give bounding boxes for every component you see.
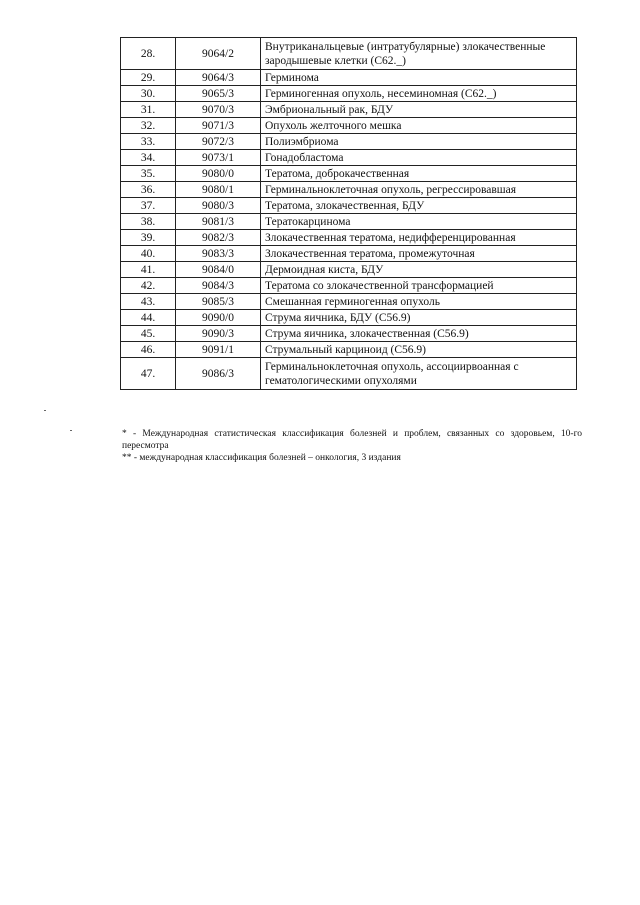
- row-number-cell: 45.: [121, 326, 176, 342]
- table-row: [121, 278, 577, 294]
- morphology-code-cell: 9072/3: [176, 134, 261, 150]
- table-row: [121, 166, 577, 182]
- scan-speck: [44, 410, 46, 411]
- tumor-name-cell: Струма яичника, БДУ (С56.9): [261, 310, 577, 326]
- table-row: [121, 214, 577, 230]
- tumor-name-cell: Тератокарцинома: [261, 214, 577, 230]
- table-row: [121, 118, 577, 134]
- morphology-code-cell: 9080/0: [176, 166, 261, 182]
- table-row: [121, 246, 577, 262]
- row-number-cell: 40.: [121, 246, 176, 262]
- tumor-name-cell: Злокачественная тератома, недифференцированная: [261, 230, 577, 246]
- table-row: [121, 86, 577, 102]
- table-row: [121, 38, 577, 70]
- morphology-code-cell: 9083/3: [176, 246, 261, 262]
- table-row: [121, 230, 577, 246]
- morphology-code-cell: 9080/3: [176, 198, 261, 214]
- morphology-code-cell: 9084/0: [176, 262, 261, 278]
- tumor-name-cell: Герминома: [261, 70, 577, 86]
- morphology-code-cell: 9065/3: [176, 86, 261, 102]
- row-number-cell: 43.: [121, 294, 176, 310]
- morphology-code-cell: 9090/3: [176, 326, 261, 342]
- morphology-code-cell: 9082/3: [176, 230, 261, 246]
- tumor-name-cell: Герминальноклеточная опухоль, регрессировавшая: [261, 182, 577, 198]
- row-number-cell: 31.: [121, 102, 176, 118]
- morphology-code-cell: 9086/3: [176, 358, 261, 390]
- tumor-name-cell: Тератома со злокачественной трансформацией: [261, 278, 577, 294]
- row-number-cell: 42.: [121, 278, 176, 294]
- row-number-cell: 34.: [121, 150, 176, 166]
- table-row: [121, 342, 577, 358]
- table-row: [121, 358, 577, 390]
- table-row: [121, 294, 577, 310]
- morphology-code-cell: 9085/3: [176, 294, 261, 310]
- row-number-cell: 30.: [121, 86, 176, 102]
- morphology-code-cell: 9064/3: [176, 70, 261, 86]
- row-number-cell: 32.: [121, 118, 176, 134]
- table-body: [121, 38, 577, 390]
- row-number-cell: 39.: [121, 230, 176, 246]
- tumor-name-cell: Тератома, доброкачественная: [261, 166, 577, 182]
- row-number-cell: 38.: [121, 214, 176, 230]
- row-number-cell: 46.: [121, 342, 176, 358]
- table-row: [121, 102, 577, 118]
- table-row: [121, 150, 577, 166]
- table-row: [121, 262, 577, 278]
- row-number-cell: 47.: [121, 358, 176, 390]
- tumor-name-cell: Эмбриональный рак, БДУ: [261, 102, 577, 118]
- table-row: [121, 182, 577, 198]
- tumor-name-cell: Опухоль желточного мешка: [261, 118, 577, 134]
- footnote-icdo3: ** - международная классификация болезней – онкология, 3 издания: [122, 453, 401, 463]
- morphology-code-cell: 9091/1: [176, 342, 261, 358]
- footnotes: [122, 428, 582, 464]
- row-number-cell: 28.: [121, 38, 176, 70]
- tumor-name-cell: Злокачественная тератома, промежуточная: [261, 246, 577, 262]
- morphology-codes-table: [120, 37, 577, 390]
- morphology-code-cell: 9081/3: [176, 214, 261, 230]
- row-number-cell: 36.: [121, 182, 176, 198]
- tumor-name-cell: Герминальноклеточная опухоль, ассоциирвоанная с гематологическими опухолями: [261, 358, 577, 390]
- footnote-icd10: * - Международная статистическая классификация болезней и проблем, связанных со здоровьем, 10-го пересмотра: [122, 429, 582, 451]
- row-number-cell: 29.: [121, 70, 176, 86]
- tumor-name-cell: Герминогенная опухоль, несеминомная (С62._): [261, 86, 577, 102]
- table-row: [121, 70, 577, 86]
- morphology-code-cell: 9064/2: [176, 38, 261, 70]
- tumor-name-cell: Струмальный карциноид (С56.9): [261, 342, 577, 358]
- morphology-code-cell: 9071/3: [176, 118, 261, 134]
- morphology-code-cell: 9090/0: [176, 310, 261, 326]
- row-number-cell: 35.: [121, 166, 176, 182]
- row-number-cell: 44.: [121, 310, 176, 326]
- table-row: [121, 310, 577, 326]
- table-row: [121, 198, 577, 214]
- tumor-name-cell: Гонадобластома: [261, 150, 577, 166]
- tumor-name-cell: Дермоидная киста, БДУ: [261, 262, 577, 278]
- table-row: [121, 326, 577, 342]
- scan-speck: [70, 430, 72, 431]
- table-row: [121, 134, 577, 150]
- tumor-name-cell: Тератома, злокачественная, БДУ: [261, 198, 577, 214]
- morphology-code-cell: 9084/3: [176, 278, 261, 294]
- tumor-name-cell: Полиэмбриома: [261, 134, 577, 150]
- row-number-cell: 33.: [121, 134, 176, 150]
- morphology-code-cell: 9070/3: [176, 102, 261, 118]
- morphology-code-cell: 9080/1: [176, 182, 261, 198]
- tumor-name-cell: Внутриканальцевые (интратубулярные) злокачественные зародышевые клетки (С62._): [261, 38, 577, 70]
- tumor-name-cell: Смешанная герминогенная опухоль: [261, 294, 577, 310]
- row-number-cell: 37.: [121, 198, 176, 214]
- row-number-cell: 41.: [121, 262, 176, 278]
- morphology-code-cell: 9073/1: [176, 150, 261, 166]
- tumor-name-cell: Струма яичника, злокачественная (С56.9): [261, 326, 577, 342]
